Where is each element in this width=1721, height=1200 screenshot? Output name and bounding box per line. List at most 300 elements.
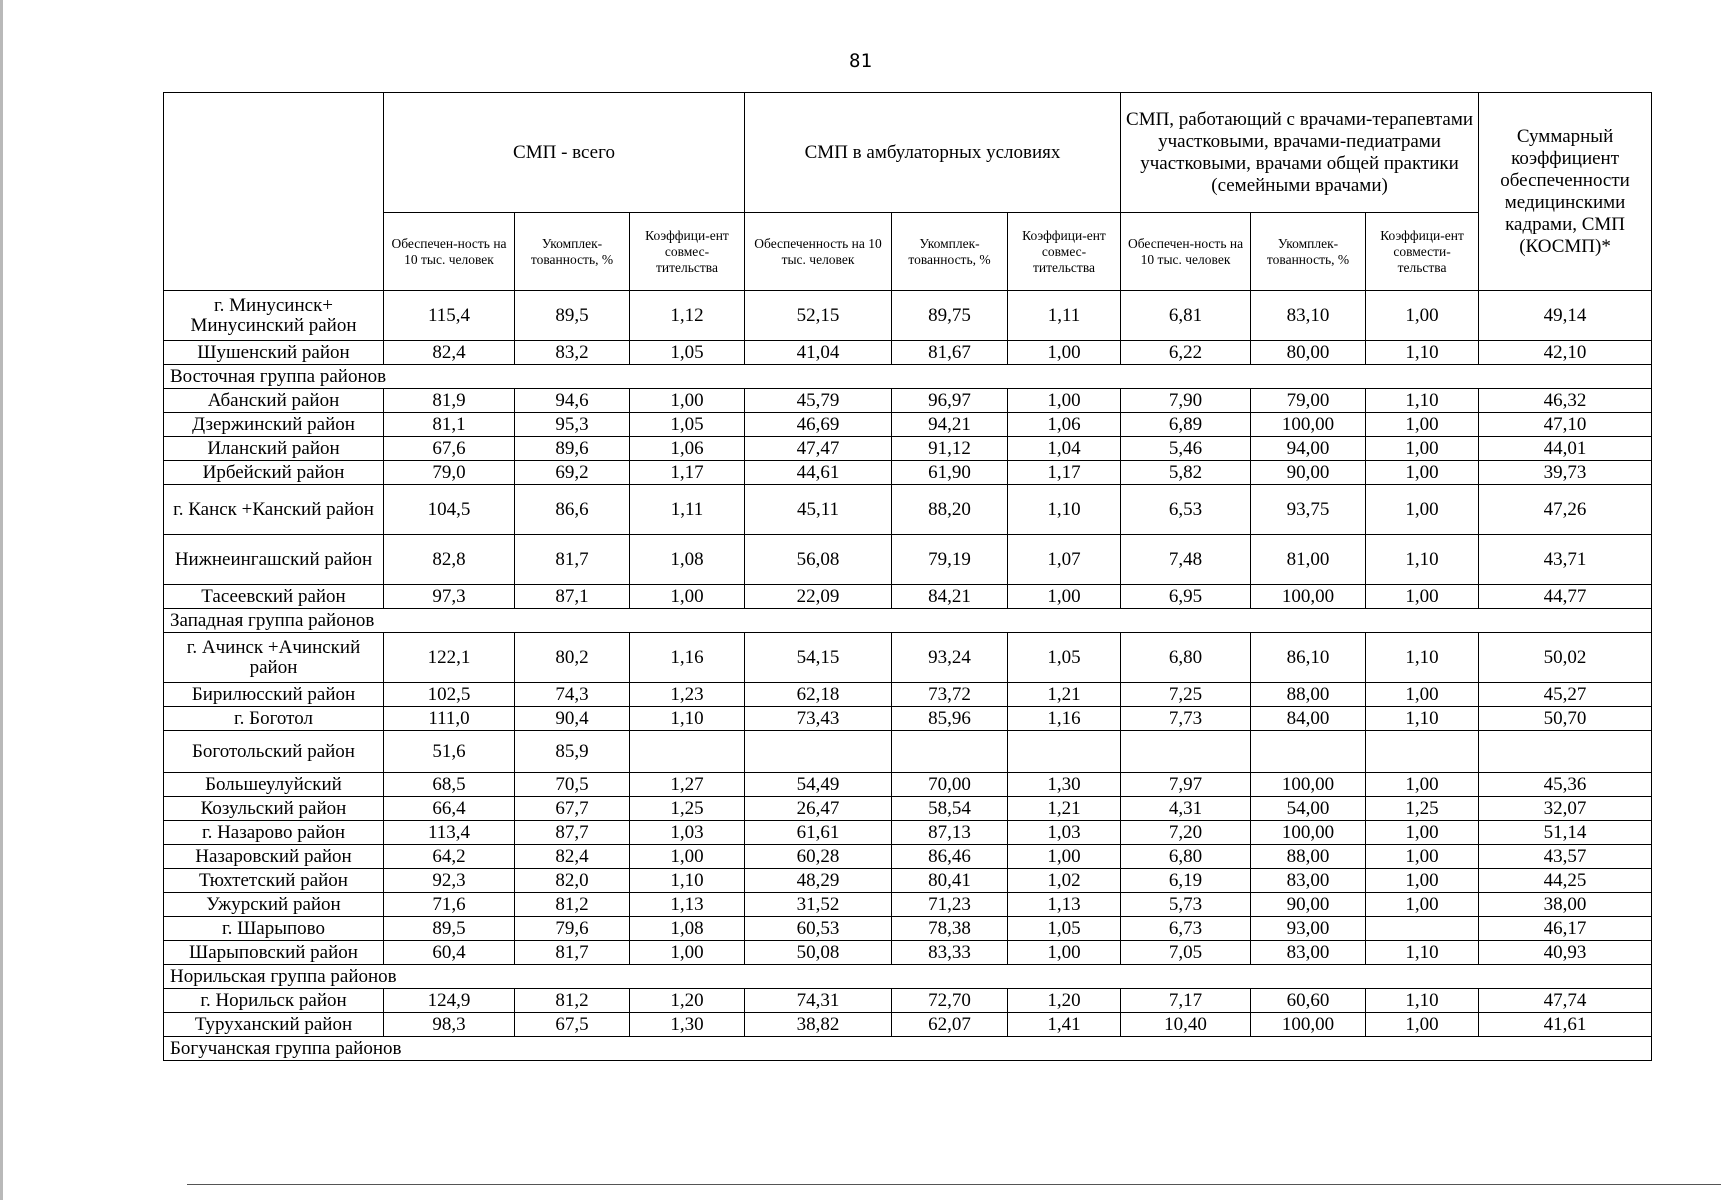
district-name: Туруханский район (164, 1013, 384, 1037)
value-cell: 61,61 (745, 821, 892, 845)
value-cell (745, 731, 892, 773)
value-cell: 6,22 (1121, 341, 1251, 365)
header-sub: Укомплек-тованность, % (892, 213, 1008, 291)
district-name: Боготольский район (164, 731, 384, 773)
header-sub: Коэффици-ент совмес-тительства (1008, 213, 1121, 291)
value-cell: 61,90 (892, 461, 1008, 485)
value-cell: 1,00 (1008, 845, 1121, 869)
value-cell: 94,21 (892, 413, 1008, 437)
section-row (164, 1037, 1652, 1061)
value-cell: 74,31 (745, 989, 892, 1013)
value-cell: 84,00 (1251, 707, 1366, 731)
value-cell: 45,79 (745, 389, 892, 413)
value-cell: 40,93 (1479, 941, 1652, 965)
value-cell: 1,12 (630, 291, 745, 341)
value-cell: 82,4 (384, 341, 515, 365)
value-cell: 45,27 (1479, 683, 1652, 707)
table-row (164, 821, 1652, 845)
staffing-table (163, 92, 1652, 1061)
value-cell: 7,97 (1121, 773, 1251, 797)
value-cell: 49,14 (1479, 291, 1652, 341)
value-cell: 96,97 (892, 389, 1008, 413)
value-cell: 1,10 (1366, 633, 1479, 683)
value-cell: 122,1 (384, 633, 515, 683)
value-cell: 45,36 (1479, 773, 1652, 797)
value-cell: 81,9 (384, 389, 515, 413)
value-cell: 5,46 (1121, 437, 1251, 461)
value-cell: 100,00 (1251, 1013, 1366, 1037)
scan-edge (0, 0, 3, 1200)
value-cell: 81,7 (515, 535, 630, 585)
value-cell: 6,89 (1121, 413, 1251, 437)
value-cell: 1,16 (630, 633, 745, 683)
value-cell: 70,5 (515, 773, 630, 797)
value-cell: 88,00 (1251, 845, 1366, 869)
value-cell: 100,00 (1251, 585, 1366, 609)
value-cell: 54,49 (745, 773, 892, 797)
value-cell: 1,00 (1366, 437, 1479, 461)
header-sub: Коэффици-ент совмести-тельства (1366, 213, 1479, 291)
value-cell: 1,10 (630, 869, 745, 893)
value-cell: 90,00 (1251, 893, 1366, 917)
value-cell: 1,20 (1008, 989, 1121, 1013)
value-cell: 87,13 (892, 821, 1008, 845)
table-row (164, 707, 1652, 731)
value-cell (1008, 731, 1121, 773)
value-cell: 1,13 (630, 893, 745, 917)
header-sub: Обеспечен-ность на 10 тыс. человек (1121, 213, 1251, 291)
value-cell: 4,31 (1121, 797, 1251, 821)
value-cell: 1,10 (1366, 389, 1479, 413)
section-title: Восточная группа районов (164, 365, 1652, 389)
value-cell: 67,6 (384, 437, 515, 461)
value-cell: 71,23 (892, 893, 1008, 917)
value-cell: 85,96 (892, 707, 1008, 731)
page-number: 81 (849, 50, 872, 72)
value-cell: 82,8 (384, 535, 515, 585)
table-row (164, 585, 1652, 609)
value-cell: 46,69 (745, 413, 892, 437)
table-row (164, 869, 1652, 893)
value-cell: 6,81 (1121, 291, 1251, 341)
table-row (164, 773, 1652, 797)
value-cell: 1,00 (1008, 341, 1121, 365)
value-cell: 86,46 (892, 845, 1008, 869)
value-cell: 1,00 (1008, 941, 1121, 965)
value-cell: 44,25 (1479, 869, 1652, 893)
value-cell: 1,00 (630, 845, 745, 869)
section-row (164, 609, 1652, 633)
value-cell: 1,10 (1008, 485, 1121, 535)
table-row (164, 341, 1652, 365)
value-cell: 43,57 (1479, 845, 1652, 869)
value-cell: 6,53 (1121, 485, 1251, 535)
value-cell: 80,41 (892, 869, 1008, 893)
value-cell: 54,15 (745, 633, 892, 683)
value-cell: 1,25 (1366, 797, 1479, 821)
value-cell: 81,1 (384, 413, 515, 437)
value-cell: 1,05 (1008, 917, 1121, 941)
value-cell: 47,26 (1479, 485, 1652, 535)
value-cell: 6,19 (1121, 869, 1251, 893)
value-cell: 67,7 (515, 797, 630, 821)
value-cell: 124,9 (384, 989, 515, 1013)
value-cell: 1,10 (1366, 989, 1479, 1013)
value-cell (1251, 731, 1366, 773)
value-cell: 7,05 (1121, 941, 1251, 965)
value-cell: 1,30 (1008, 773, 1121, 797)
district-name: г. Боготол (164, 707, 384, 731)
value-cell: 44,77 (1479, 585, 1652, 609)
value-cell: 1,00 (1366, 869, 1479, 893)
value-cell: 1,30 (630, 1013, 745, 1037)
value-cell: 31,52 (745, 893, 892, 917)
value-cell: 1,10 (1366, 941, 1479, 965)
value-cell (1366, 917, 1479, 941)
value-cell: 115,4 (384, 291, 515, 341)
value-cell: 85,9 (515, 731, 630, 773)
value-cell: 104,5 (384, 485, 515, 535)
header-smp-amb: СМП в амбулаторных условиях (745, 93, 1121, 213)
value-cell: 5,82 (1121, 461, 1251, 485)
value-cell: 44,61 (745, 461, 892, 485)
value-cell: 72,70 (892, 989, 1008, 1013)
table-header (164, 93, 1652, 291)
value-cell: 86,6 (515, 485, 630, 535)
value-cell: 22,09 (745, 585, 892, 609)
value-cell: 1,00 (1366, 845, 1479, 869)
value-cell: 1,08 (630, 535, 745, 585)
district-name: Ирбейский район (164, 461, 384, 485)
value-cell: 1,00 (1366, 1013, 1479, 1037)
header-sub: Укомплек-тованность, % (515, 213, 630, 291)
district-name: г. Назарово район (164, 821, 384, 845)
value-cell: 102,5 (384, 683, 515, 707)
table-row (164, 845, 1652, 869)
table-row (164, 535, 1652, 585)
value-cell: 97,3 (384, 585, 515, 609)
header-sub: Обеспеченность на 10 тыс. человек (745, 213, 892, 291)
value-cell: 100,00 (1251, 773, 1366, 797)
district-name: Бирилюсский район (164, 683, 384, 707)
value-cell: 58,54 (892, 797, 1008, 821)
value-cell: 43,71 (1479, 535, 1652, 585)
value-cell: 95,3 (515, 413, 630, 437)
value-cell: 6,80 (1121, 633, 1251, 683)
value-cell: 51,6 (384, 731, 515, 773)
value-cell: 1,00 (1366, 413, 1479, 437)
table-row (164, 461, 1652, 485)
value-cell: 93,24 (892, 633, 1008, 683)
value-cell: 10,40 (1121, 1013, 1251, 1037)
value-cell: 67,5 (515, 1013, 630, 1037)
value-cell: 1,21 (1008, 797, 1121, 821)
value-cell: 46,17 (1479, 917, 1652, 941)
value-cell: 66,4 (384, 797, 515, 821)
table-row (164, 683, 1652, 707)
value-cell (1366, 731, 1479, 773)
value-cell: 1,20 (630, 989, 745, 1013)
value-cell: 1,06 (630, 437, 745, 461)
value-cell: 41,04 (745, 341, 892, 365)
value-cell: 92,3 (384, 869, 515, 893)
value-cell: 1,00 (1366, 585, 1479, 609)
value-cell: 1,00 (1366, 461, 1479, 485)
district-name: Шушенский район (164, 341, 384, 365)
value-cell: 93,00 (1251, 917, 1366, 941)
value-cell: 1,00 (630, 941, 745, 965)
value-cell: 82,4 (515, 845, 630, 869)
value-cell: 83,2 (515, 341, 630, 365)
value-cell: 1,00 (1008, 389, 1121, 413)
value-cell: 1,05 (630, 341, 745, 365)
value-cell: 79,6 (515, 917, 630, 941)
district-name: Абанский район (164, 389, 384, 413)
section-title: Норильская группа районов (164, 965, 1652, 989)
district-name: Дзержинский район (164, 413, 384, 437)
value-cell: 84,21 (892, 585, 1008, 609)
value-cell: 90,00 (1251, 461, 1366, 485)
value-cell: 94,00 (1251, 437, 1366, 461)
value-cell: 45,11 (745, 485, 892, 535)
value-cell: 60,28 (745, 845, 892, 869)
value-cell: 54,00 (1251, 797, 1366, 821)
value-cell: 5,73 (1121, 893, 1251, 917)
value-cell: 48,29 (745, 869, 892, 893)
value-cell: 1,07 (1008, 535, 1121, 585)
value-cell: 93,75 (1251, 485, 1366, 535)
value-cell: 1,11 (630, 485, 745, 535)
value-cell: 1,05 (1008, 633, 1121, 683)
value-cell: 80,2 (515, 633, 630, 683)
district-name: Тасеевский район (164, 585, 384, 609)
value-cell: 56,08 (745, 535, 892, 585)
header-summary-coefficient: Суммарный коэффициент обеспеченности медицинскими кадрами, СМП (КОСМП)* (1479, 93, 1652, 291)
value-cell: 1,05 (630, 413, 745, 437)
value-cell: 6,95 (1121, 585, 1251, 609)
value-cell: 51,14 (1479, 821, 1652, 845)
district-name: Большеулуйский (164, 773, 384, 797)
table-body (164, 291, 1652, 1061)
value-cell: 41,61 (1479, 1013, 1652, 1037)
value-cell: 73,72 (892, 683, 1008, 707)
value-cell: 39,73 (1479, 461, 1652, 485)
value-cell: 1,17 (630, 461, 745, 485)
value-cell: 1,00 (1366, 683, 1479, 707)
value-cell: 7,17 (1121, 989, 1251, 1013)
table-row (164, 731, 1652, 773)
district-name: Иланский район (164, 437, 384, 461)
value-cell: 100,00 (1251, 413, 1366, 437)
header-corner-cell (164, 93, 384, 291)
header-sub: Коэффици-ент совмес-тительства (630, 213, 745, 291)
value-cell: 1,04 (1008, 437, 1121, 461)
value-cell: 78,38 (892, 917, 1008, 941)
value-cell: 1,41 (1008, 1013, 1121, 1037)
section-title: Западная группа районов (164, 609, 1652, 633)
table-row (164, 797, 1652, 821)
value-cell: 38,82 (745, 1013, 892, 1037)
value-cell: 89,5 (515, 291, 630, 341)
district-name: Тюхтетский район (164, 869, 384, 893)
value-cell (1479, 731, 1652, 773)
value-cell: 6,80 (1121, 845, 1251, 869)
value-cell: 47,47 (745, 437, 892, 461)
value-cell: 1,00 (1366, 893, 1479, 917)
value-cell: 81,2 (515, 893, 630, 917)
table-row (164, 413, 1652, 437)
section-title: Богучанская группа районов (164, 1037, 1652, 1061)
district-name: г. Норильск район (164, 989, 384, 1013)
section-row (164, 365, 1652, 389)
value-cell: 1,11 (1008, 291, 1121, 341)
table-row (164, 633, 1652, 683)
value-cell: 50,70 (1479, 707, 1652, 731)
header-sub: Укомплек-тованность, % (1251, 213, 1366, 291)
table-row (164, 1013, 1652, 1037)
value-cell: 1,03 (1008, 821, 1121, 845)
value-cell: 83,10 (1251, 291, 1366, 341)
value-cell: 1,10 (630, 707, 745, 731)
value-cell: 98,3 (384, 1013, 515, 1037)
value-cell: 89,6 (515, 437, 630, 461)
value-cell: 62,07 (892, 1013, 1008, 1037)
value-cell: 60,4 (384, 941, 515, 965)
value-cell: 83,00 (1251, 941, 1366, 965)
value-cell: 100,00 (1251, 821, 1366, 845)
value-cell: 1,13 (1008, 893, 1121, 917)
value-cell: 91,12 (892, 437, 1008, 461)
value-cell: 87,7 (515, 821, 630, 845)
value-cell: 38,00 (1479, 893, 1652, 917)
value-cell: 81,2 (515, 989, 630, 1013)
value-cell: 47,10 (1479, 413, 1652, 437)
value-cell: 1,02 (1008, 869, 1121, 893)
value-cell: 32,07 (1479, 797, 1652, 821)
value-cell: 87,1 (515, 585, 630, 609)
district-name: г. Канск +Канский район (164, 485, 384, 535)
value-cell: 90,4 (515, 707, 630, 731)
value-cell: 88,20 (892, 485, 1008, 535)
district-name: г. Шарыпово (164, 917, 384, 941)
header-smp-total: СМП - всего (384, 93, 745, 213)
table-row (164, 893, 1652, 917)
value-cell: 7,73 (1121, 707, 1251, 731)
value-cell: 1,00 (630, 585, 745, 609)
value-cell: 86,10 (1251, 633, 1366, 683)
value-cell: 1,00 (1366, 485, 1479, 535)
value-cell: 82,0 (515, 869, 630, 893)
value-cell: 73,43 (745, 707, 892, 731)
value-cell: 1,00 (1366, 291, 1479, 341)
value-cell: 79,19 (892, 535, 1008, 585)
value-cell: 89,75 (892, 291, 1008, 341)
value-cell: 42,10 (1479, 341, 1652, 365)
value-cell: 1,00 (1366, 773, 1479, 797)
district-name: Козульский район (164, 797, 384, 821)
value-cell: 6,73 (1121, 917, 1251, 941)
page-bottom-rule (187, 1184, 1721, 1185)
value-cell: 1,00 (630, 389, 745, 413)
table-row (164, 389, 1652, 413)
value-cell: 1,16 (1008, 707, 1121, 731)
district-name: г. Ачинск +Ачинский район (164, 633, 384, 683)
value-cell: 46,32 (1479, 389, 1652, 413)
value-cell: 1,10 (1366, 707, 1479, 731)
value-cell: 81,00 (1251, 535, 1366, 585)
value-cell: 79,00 (1251, 389, 1366, 413)
value-cell: 1,10 (1366, 535, 1479, 585)
value-cell: 1,10 (1366, 341, 1479, 365)
value-cell: 80,00 (1251, 341, 1366, 365)
table-row (164, 917, 1652, 941)
value-cell: 64,2 (384, 845, 515, 869)
value-cell: 89,5 (384, 917, 515, 941)
value-cell: 52,15 (745, 291, 892, 341)
value-cell: 1,27 (630, 773, 745, 797)
district-name: Назаровский район (164, 845, 384, 869)
value-cell: 7,48 (1121, 535, 1251, 585)
table-row (164, 989, 1652, 1013)
value-cell: 60,53 (745, 917, 892, 941)
district-name: Ужурский район (164, 893, 384, 917)
value-cell: 83,33 (892, 941, 1008, 965)
value-cell: 62,18 (745, 683, 892, 707)
value-cell: 68,5 (384, 773, 515, 797)
value-cell: 88,00 (1251, 683, 1366, 707)
value-cell: 26,47 (745, 797, 892, 821)
value-cell: 94,6 (515, 389, 630, 413)
value-cell: 1,23 (630, 683, 745, 707)
table-row (164, 941, 1652, 965)
value-cell (630, 731, 745, 773)
table-row (164, 485, 1652, 535)
value-cell: 60,60 (1251, 989, 1366, 1013)
value-cell: 111,0 (384, 707, 515, 731)
value-cell: 79,0 (384, 461, 515, 485)
value-cell: 50,02 (1479, 633, 1652, 683)
value-cell: 83,00 (1251, 869, 1366, 893)
value-cell: 81,67 (892, 341, 1008, 365)
value-cell: 81,7 (515, 941, 630, 965)
value-cell: 47,74 (1479, 989, 1652, 1013)
value-cell: 1,06 (1008, 413, 1121, 437)
district-name: Нижнеингашский район (164, 535, 384, 585)
value-cell (1121, 731, 1251, 773)
value-cell: 70,00 (892, 773, 1008, 797)
header-sub: Обеспечен-ность на 10 тыс. человек (384, 213, 515, 291)
value-cell: 7,90 (1121, 389, 1251, 413)
value-cell: 1,21 (1008, 683, 1121, 707)
value-cell (892, 731, 1008, 773)
value-cell: 7,25 (1121, 683, 1251, 707)
value-cell: 7,20 (1121, 821, 1251, 845)
value-cell: 113,4 (384, 821, 515, 845)
section-row (164, 965, 1652, 989)
value-cell: 1,25 (630, 797, 745, 821)
value-cell: 50,08 (745, 941, 892, 965)
value-cell: 1,08 (630, 917, 745, 941)
table-row (164, 437, 1652, 461)
district-name: Шарыповский район (164, 941, 384, 965)
value-cell: 1,03 (630, 821, 745, 845)
value-cell: 44,01 (1479, 437, 1652, 461)
district-name: г. Минусинск+ Минусинский район (164, 291, 384, 341)
value-cell: 1,00 (1366, 821, 1479, 845)
value-cell: 74,3 (515, 683, 630, 707)
header-smp-district: СМП, работающий с врачами-терапевтами участковыми, врачами-педиатрами участковыми, врачами общей практики (семейными врачами) (1121, 93, 1479, 213)
value-cell: 69,2 (515, 461, 630, 485)
